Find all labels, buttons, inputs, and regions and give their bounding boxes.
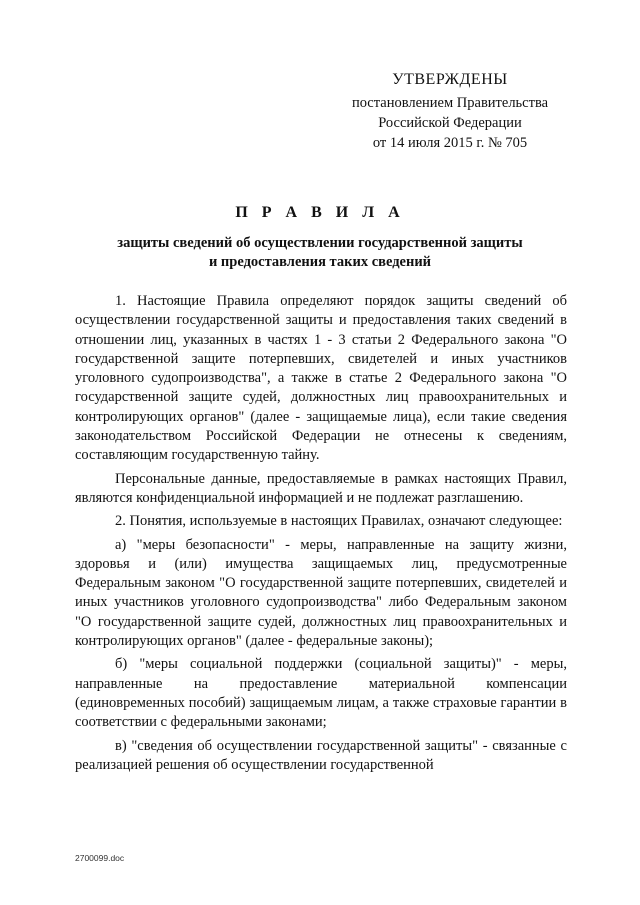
paragraph-2b: б) "меры социальной поддержки (социальной защиты)" - меры, направленные на предоставление материальной компенсации (единовременных пособий) защищаемым лицам, а также страховые гарантии в соответствии с федеральными законами; [75,656,567,731]
document-body [75,292,567,775]
paragraph-2v: в) "сведения об осуществлении государственной защиты" - связанные с реализацией решения об осуществлении государственной [75,737,567,773]
paragraph-personal-data: Персональные данные, предоставляемые в рамках настоящих Правил, являются конфиденциальной информацией и не подлежат разглашению. [75,470,567,506]
paragraph-2: 2. Понятия, используемые в настоящих Правилах, означают следующее: [115,513,563,530]
approval-line-2: Российской Федерации [378,115,522,131]
subtitle-line-1: защиты сведений об осуществлении государственной защиты [117,235,523,251]
document-title: П Р А В И Л А [235,204,405,221]
approval-title: УТВЕРЖДЕНЫ [392,71,508,88]
approval-block [320,70,580,153]
footer-doc-id: 2700099.doc [75,853,125,863]
document-subtitle [90,234,550,272]
paragraph-2a: а) "меры безопасности" - меры, направленные на защиту жизни, здоровья и (или) имущества защищаемых лиц, предусмотренные Федеральным законом "О государственной защите потерпевших, свидетелей и иных участников уголовного судопроизводства" либо Федеральным законом "О государственной защите судей, должностных лиц правоохранительных и контролирующих органов" (далее - федеральные законы); [75,536,567,650]
approval-line-3: от 14 июля 2015 г. № 705 [372,135,528,151]
paragraph-1: 1. Настоящие Правила определяют порядок защиты сведений об осуществлении государственной защиты и предоставления таких сведений в отношении лиц, указанных в частях 1 - 3 статьи 2 Федерального закона "О государственной защите потерпевших, свидетелей и иных участников уголовного судопроизводства", а также в статье 2 Федерального закона "О государственной защите судей, должностных лиц правоохранительных и контролирующих органов" (далее - защищаемые лица), если такие сведения законодательством Российской Федерации не отнесены к сведениям, составляющим государственную тайну. [75,293,567,464]
subtitle-line-2: и предоставления таких сведений [208,254,432,270]
approval-line-1: постановлением Правительства [351,95,549,111]
